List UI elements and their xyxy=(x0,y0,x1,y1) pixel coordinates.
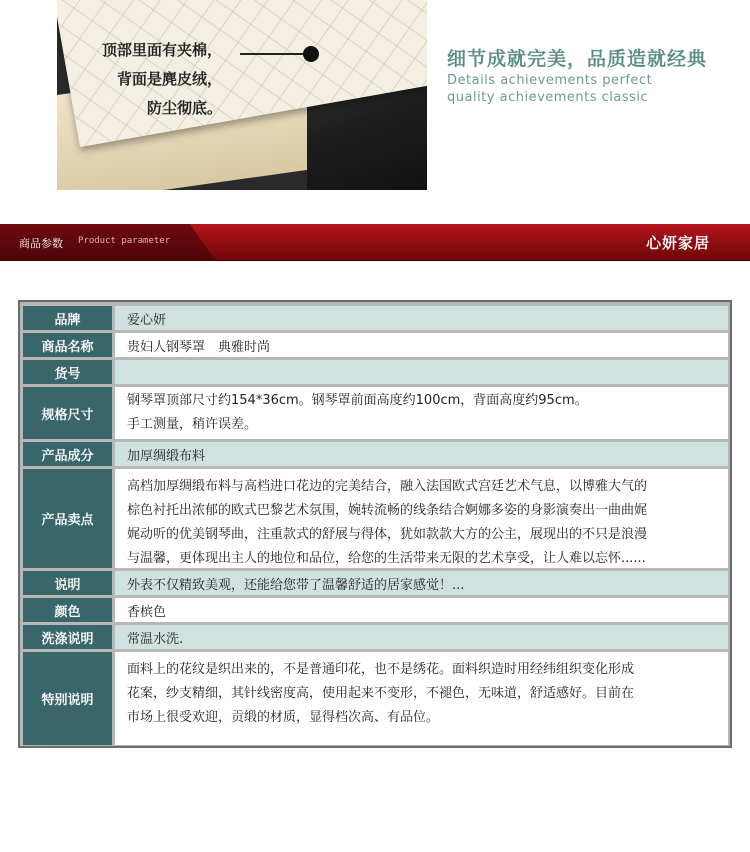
row-value: 加厚绸缎布料 xyxy=(115,442,728,466)
size-line-1: 钢琴罩顶部尺寸约154*36cm。钢琴罩前面高度约100cm，背面高度约95cm。 xyxy=(127,393,588,408)
row-value: 外表不仅精致美观，还能给您带了温馨舒适的居家感觉！... xyxy=(115,571,728,595)
table-row-size xyxy=(23,387,728,439)
special-note-line: 市场上很受欢迎，贡缎的材质，显得档次高、有品位。 xyxy=(127,710,440,725)
selling-point-line: 与温馨，更体现出主人的地位和品位，给您的生活带来无限的艺术享受，让人难以忘怀...... xyxy=(127,551,646,566)
table-row-washing xyxy=(23,625,728,649)
row-label: 说明 xyxy=(23,571,112,595)
row-label: 货号 xyxy=(23,360,112,384)
special-note-line: 面料上的花纹是织出来的，不是普通印花，也不是绣花。面料织造时用经纬组织变化形成 xyxy=(127,662,635,677)
slogan-en-line1: Details achievements perfect xyxy=(447,73,653,88)
row-value: 常温水洗. xyxy=(115,625,728,649)
table-row-special xyxy=(23,652,728,745)
selling-point-line: 娓动听的优美钢琴曲，注重款式的舒展与得体，犹如款款大方的公主，展现出的不只是浪漫 xyxy=(127,527,648,542)
product-parameter-table xyxy=(18,300,732,748)
row-value xyxy=(115,360,728,384)
brand-logo-text: 心妍家居 xyxy=(645,234,710,252)
row-label: 商品名称 xyxy=(23,333,112,357)
slogan-en-line2: quality achievements classic xyxy=(447,90,649,105)
row-value xyxy=(115,652,728,745)
table-row-name xyxy=(23,333,728,357)
row-value: 贵妇人钢琴罩 典雅时尚 xyxy=(115,333,728,357)
callout-line-1: 顶部里面有夹棉， xyxy=(101,41,222,59)
slogan-cn: 细节成就完美，品质造就经典 xyxy=(447,48,708,70)
table-row-selling-points xyxy=(23,469,728,568)
table-row-color xyxy=(23,598,728,622)
table-row-item-no xyxy=(23,360,728,384)
row-value: 香槟色 xyxy=(115,598,728,622)
row-value: 爱心妍 xyxy=(115,306,728,330)
row-label: 产品成分 xyxy=(23,442,112,466)
row-value xyxy=(115,469,728,568)
slogan xyxy=(447,44,737,105)
special-note-line: 花案，纱支精细，其针线密度高，使用起来不变形，不褪色，无味道，舒适感好。目前在 xyxy=(127,686,635,701)
row-label: 品牌 xyxy=(23,306,112,330)
size-line-2: 手工测量，稍许误差。 xyxy=(127,417,258,432)
section-title-cn: 商品参数 xyxy=(19,237,63,250)
section-header-bar xyxy=(0,224,750,261)
row-value xyxy=(115,387,728,439)
table-row-description xyxy=(23,571,728,595)
table-row-brand xyxy=(23,306,728,330)
selling-point-line: 棕色衬托出浓郁的欧式巴黎艺术氛围，婉转流畅的线条结合婀娜多姿的身影演奏出一曲曲娓 xyxy=(127,503,648,518)
product-detail-photo xyxy=(57,0,427,190)
row-label: 特别说明 xyxy=(23,652,112,745)
table-row-material xyxy=(23,442,728,466)
callout-line-3: 防尘彻底。 xyxy=(146,99,222,117)
row-label: 产品卖点 xyxy=(23,469,112,568)
row-label: 规格尺寸 xyxy=(23,387,112,439)
row-label: 颜色 xyxy=(23,598,112,622)
selling-point-line: 高档加厚绸缎布料与高档进口花边的完美结合，融入法国欧式宫廷艺术气息，以博雅大气的 xyxy=(127,479,648,494)
callout-line-2: 背面是麂皮绒， xyxy=(116,70,222,88)
callout-pointer-dot xyxy=(303,46,319,62)
section-title-en: Product parameter xyxy=(78,236,171,246)
row-label: 洗涤说明 xyxy=(23,625,112,649)
